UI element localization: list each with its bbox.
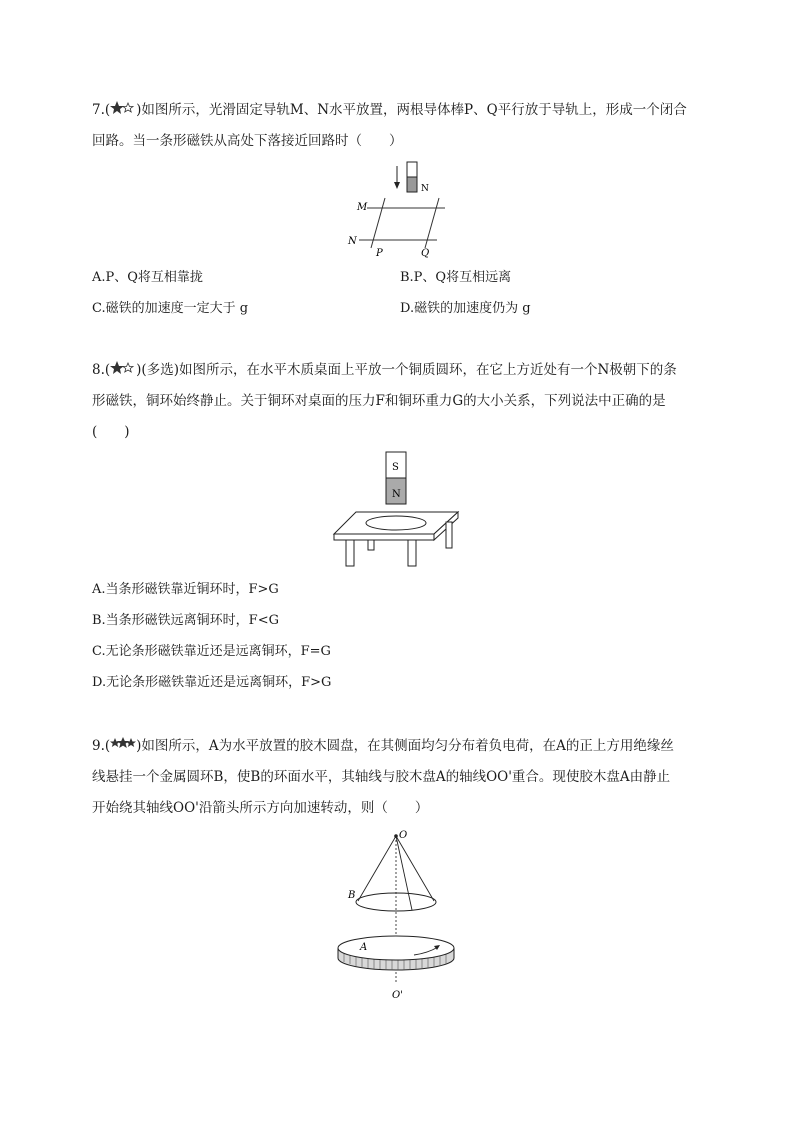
q7-stem-line2: 回路。当一条形磁铁从高处下落接近回路时（ ） xyxy=(92,133,403,149)
q7-option-b: B.P、Q将互相远离 xyxy=(400,270,512,285)
q9-stem-line3: 开始绕其轴线OO'沿箭头所示方向加速转动，则（ ） xyxy=(92,800,429,816)
label-o-prime: O' xyxy=(392,990,403,1001)
q7-option-d: D.磁铁的加速度仍为 g xyxy=(400,301,531,316)
q8-option-a: A.当条形磁铁靠近铜环时，F>G xyxy=(92,582,279,597)
thread-front xyxy=(396,836,412,910)
q7-number: 7.( xyxy=(92,102,111,118)
table-leg xyxy=(408,540,416,566)
q9-stem-text: )如图所示，A为水平放置的胶木圆盘，在其侧面均匀分布着负电荷，在A的正上方用绝缘丝 xyxy=(136,738,674,754)
q8-stem-line2: 形磁铁，铜环始终静止。关于铜环对桌面的压力F和铜环重力G的大小关系，下列说法中正确的是 xyxy=(92,393,666,409)
q8-figure xyxy=(330,450,462,570)
q8-option-d: D.无论条形磁铁靠近还是远离铜环，F>G xyxy=(92,675,332,690)
star-icon xyxy=(110,736,136,752)
q7-option-c: C.磁铁的加速度一定大于 g xyxy=(92,301,249,316)
pole-s-label: S xyxy=(392,462,399,473)
table-leg xyxy=(368,540,374,550)
q7-option-a: A.P、Q将互相靠拢 xyxy=(92,270,203,285)
q7-stem-line1 xyxy=(92,100,687,120)
magnet-pole-label: N xyxy=(421,184,429,194)
q8-stem-line1 xyxy=(92,360,677,380)
q9-stem-line1 xyxy=(92,736,674,756)
star-icon xyxy=(110,360,136,376)
table-leg xyxy=(446,522,452,548)
rod-q-label: Q xyxy=(421,248,430,259)
star-icon xyxy=(110,100,136,116)
q8-stem-text: )(多选)如图所示，在水平木质桌面上平放一个铜质圆环，在它上方近处有一个N极朝下的条 xyxy=(136,362,677,378)
q9-figure xyxy=(330,826,470,1002)
q8-option-b: B.当条形磁铁远离铜环时，F<G xyxy=(92,613,279,628)
rod-p-label: P xyxy=(376,248,383,259)
q7-figure xyxy=(345,160,455,260)
thread-left xyxy=(358,836,396,901)
q7-stem-text: )如图所示，光滑固定导轨M、N水平放置，两根导体棒P、Q平行放于导轨上，形成一个闭合 xyxy=(136,102,687,118)
q9-stem-line2: 线悬挂一个金属圆环B，使B的环面水平，其轴线与胶木盘A的轴线OO'重合。现使胶木盘A由静止 xyxy=(92,769,671,785)
pole-n-label: N xyxy=(392,489,401,500)
q8-option-c: C.无论条形磁铁靠近还是远离铜环，F=G xyxy=(92,644,331,659)
label-o: O xyxy=(399,830,408,841)
q8-number: 8.( xyxy=(92,362,111,378)
q8-stem-line3: ( ) xyxy=(92,424,130,440)
rail-m-label: M xyxy=(357,202,368,213)
thread-right xyxy=(396,836,434,901)
q9-number: 9.( xyxy=(92,738,111,754)
label-b: B xyxy=(348,890,356,901)
rail-n-label: N xyxy=(348,236,357,247)
label-a: A xyxy=(360,942,368,953)
table-leg xyxy=(346,540,354,566)
